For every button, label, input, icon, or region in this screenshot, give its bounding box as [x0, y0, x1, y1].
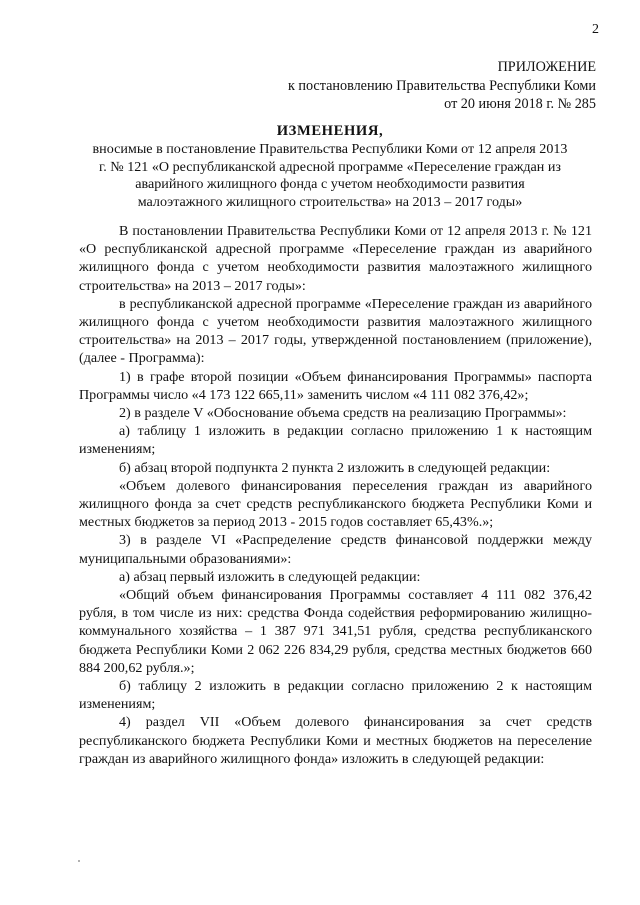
document-body	[79, 222, 592, 768]
paragraph: 2) в разделе V «Обоснование объема средств на реализацию Программы»:	[119, 405, 567, 422]
page-number: 2	[592, 22, 599, 37]
heading-subtitle-line: аварийного жилищного фонда с учетом необходимости развития	[135, 176, 525, 192]
paragraph: в республиканской адресной программе «Переселение граждан из аварийного жилищного фонда с учетом необходимости развития малоэтажного жилищного строительства» на 2013 – 2017 годы, утвержденной постановлением (приложение), (далее - Программа):	[79, 295, 592, 367]
paragraph: «Общий объем финансирования Программы составляет 4 111 082 376,42 рубля, в том числе из них: средства Фонда содействия реформированию жилищно-коммунального хозяйства – 1 387 971 341,51 рубля, средства республиканского бюджета Республики Коми 2 062 226 834,29 рубля, средства местных бюджетов 660 884 200,62 рубля.»;	[79, 587, 592, 676]
paragraph: б) абзац второй подпункта 2 пункта 2 изложить в следующей редакции:	[119, 459, 551, 476]
appendix-block	[260, 58, 596, 114]
heading-subtitle-line: вносимые в постановление Правительства Республики Коми от 12 апреля 2013	[92, 141, 568, 157]
appendix-title: ПРИЛОЖЕНИЕ	[497, 59, 596, 75]
paragraph: 1) в графе второй позиции «Объем финансирования Программы» паспорта Программы число «4 173 122 665,11» заменить числом «4 111 082 376,42»;	[79, 368, 592, 403]
paragraph: а) абзац первый изложить в следующей редакции:	[119, 568, 421, 585]
paragraph: 4) раздел VII «Объем долевого финансирования за счет средств республиканского бюджета Республики Коми и местных бюджетов на переселение граждан из аварийного жилищного фонда» изложить в следующей редакции:	[79, 714, 592, 767]
heading-subtitle-line: малоэтажного жилищного строительства» на 2013 – 2017 годы»	[137, 193, 523, 210]
heading-subtitle-line: г. № 121 «О республиканской адресной программе «Переселение граждан из	[99, 158, 561, 175]
appendix-line: от 20 июня 2018 г. № 285	[444, 96, 596, 112]
paragraph: б) таблицу 2 изложить в редакции согласно приложению 2 к настоящим изменениям;	[79, 678, 592, 713]
paragraph: «Объем долевого финансирования переселения граждан из аварийного жилищного фонда за счет средств республиканского бюджета Республики Коми и местных бюджетов за период 2013 - 2015 годов составляет 65,43%.»;	[79, 477, 592, 531]
scan-speck	[78, 860, 80, 862]
paragraph: В постановлении Правительства Республики Коми от 12 апреля 2013 г. № 121 «О республиканской адресной программе «Переселение граждан из аварийного жилищного фонда с учетом необходимости развития малоэтажного жилищного строительства» на 2013 – 2017 годы»:	[79, 223, 592, 294]
appendix-line: к постановлению Правительства Республики Коми	[287, 77, 596, 94]
heading-title: ИЗМЕНЕНИЯ,	[276, 123, 384, 139]
paragraph: а) таблицу 1 изложить в редакции согласно приложению 1 к настоящим изменениям;	[79, 423, 592, 458]
document-heading	[60, 122, 600, 211]
paragraph: 3) в разделе VI «Распределение средств финансовой поддержки между муниципальными образованиями»:	[79, 532, 592, 567]
